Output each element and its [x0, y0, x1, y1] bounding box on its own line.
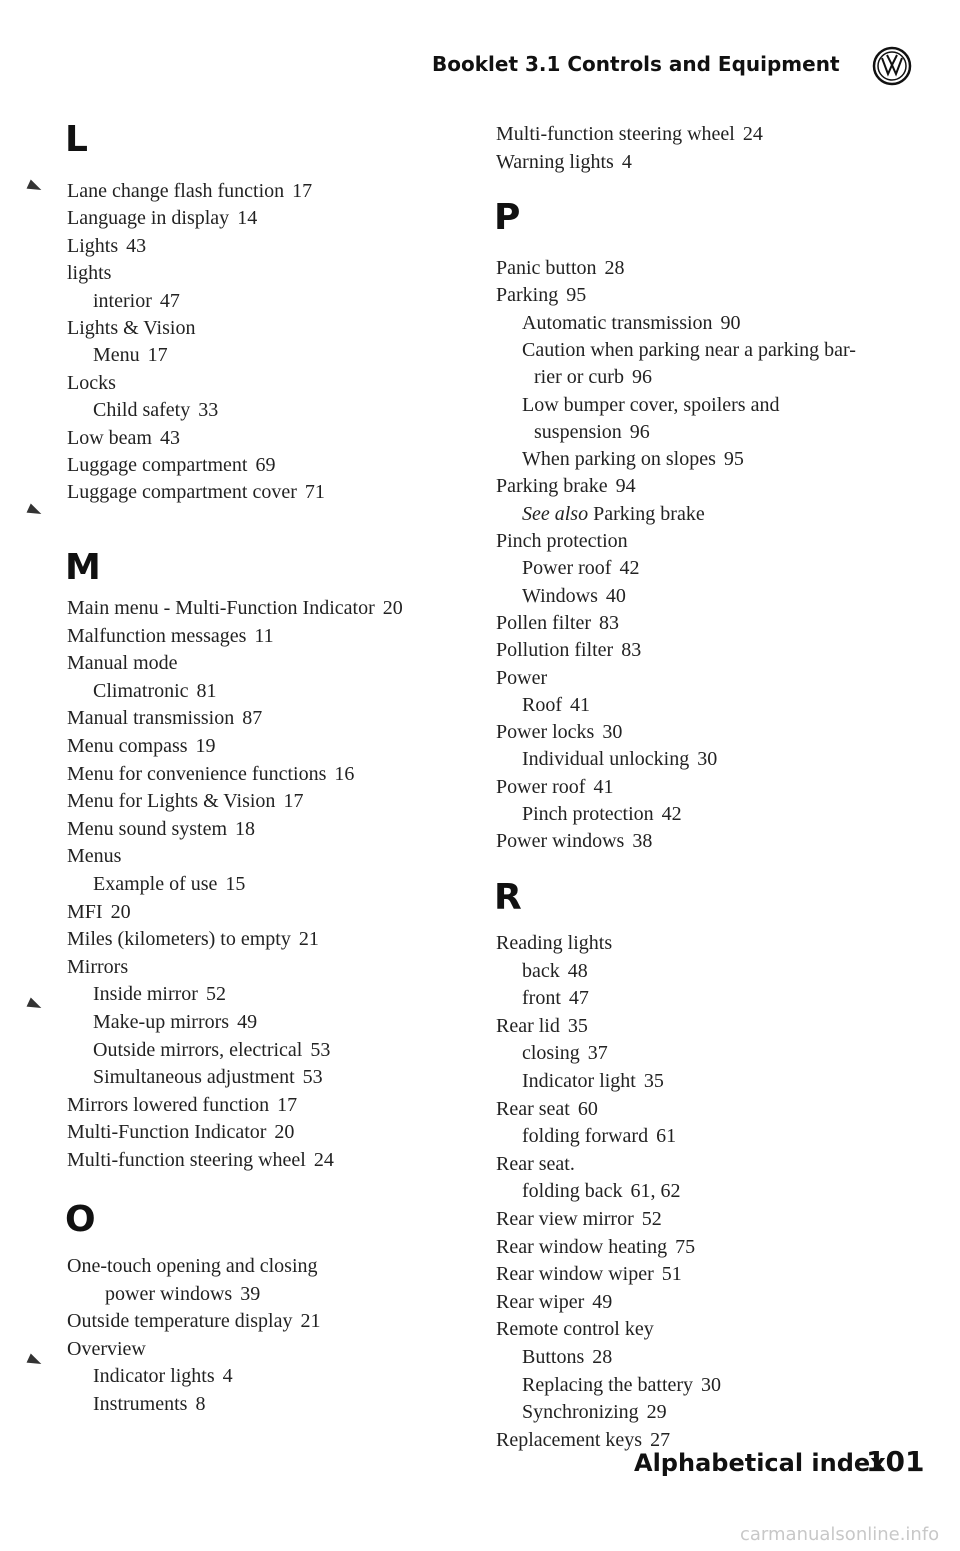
entry-page-ref[interactable]: 37	[587, 1042, 608, 1065]
entry-term: Lane change flash function	[67, 180, 285, 202]
entry-page-ref[interactable]: 14	[237, 207, 258, 230]
entry-term: Child safety	[93, 399, 191, 422]
entry-term: Power windows	[496, 830, 625, 853]
entry-page-ref[interactable]: 49	[237, 1011, 258, 1033]
entry-term: Simultaneous adjustment	[93, 1066, 295, 1089]
index-entry	[496, 610, 619, 636]
entry-term: Menu for convenience functions	[67, 762, 327, 785]
entry-page-ref[interactable]: 61, 62	[630, 1180, 681, 1203]
index-entry	[67, 370, 116, 396]
entry-term: Menus	[67, 845, 122, 868]
page-number: 101	[866, 1445, 925, 1478]
entry-page-ref[interactable]: 4	[621, 150, 632, 173]
entry-term: Outside mirrors, electrical	[93, 1038, 303, 1061]
index-entry	[522, 337, 856, 363]
entry-page-ref[interactable]: 17	[283, 790, 304, 813]
entry-page-ref[interactable]: 83	[598, 611, 619, 634]
entry-page-ref[interactable]: 29	[646, 1401, 667, 1424]
index-entry	[93, 288, 180, 314]
index-entry	[496, 930, 612, 956]
entry-term: Indicator light	[522, 1070, 636, 1092]
entry-page-ref[interactable]: 49	[592, 1290, 613, 1313]
entry-term: Rear seat	[496, 1097, 570, 1120]
entry-term: Menu sound system	[67, 817, 227, 840]
entry-term: Windows	[522, 584, 598, 607]
index-entry	[67, 926, 319, 952]
entry-page-ref[interactable]: 11	[254, 624, 274, 647]
entry-term: Overview	[67, 1337, 146, 1360]
entry-term: back	[522, 959, 560, 982]
index-entry	[67, 1092, 297, 1118]
index-letter-p: P	[494, 197, 521, 238]
entry-term: Miles (kilometers) to empty	[67, 928, 291, 951]
index-entry	[67, 816, 255, 842]
entry-page-ref[interactable]: 87	[242, 707, 263, 730]
entry-term: folding back	[522, 1180, 623, 1203]
entry-term: Power roof	[496, 775, 586, 798]
entry-term: Warning lights	[496, 150, 614, 173]
index-entry	[93, 342, 168, 368]
index-entry	[496, 1289, 612, 1315]
entry-page-ref[interactable]: 90	[720, 311, 741, 334]
index-entry	[522, 801, 682, 827]
index-letter-m: M	[65, 547, 101, 588]
index-entry	[67, 954, 128, 980]
index-entry	[496, 1206, 662, 1232]
index-entry	[93, 871, 245, 897]
entry-term: Instruments	[93, 1392, 188, 1415]
entry-term: Buttons	[522, 1346, 585, 1368]
entry-page-ref[interactable]: 69	[255, 454, 276, 476]
entry-term: Rear view mirror	[496, 1208, 634, 1230]
index-entry	[522, 583, 626, 609]
entry-term: Luggage compartment cover	[67, 481, 297, 504]
entry-page-ref[interactable]: 35	[567, 1014, 588, 1037]
footer-section-title: Alphabetical index	[634, 1449, 886, 1477]
pointer-arrow-icon	[27, 180, 44, 195]
index-entry	[522, 1123, 676, 1149]
index-letter-r: R	[494, 877, 522, 918]
index-entry	[67, 1119, 294, 1145]
vw-logo-icon	[872, 46, 912, 86]
entry-term: Main menu - Multi-Function Indicator	[67, 597, 375, 619]
entry-term: Manual mode	[67, 652, 178, 675]
entry-page-ref[interactable]: 20	[110, 900, 131, 923]
index-entry	[522, 392, 779, 418]
entry-term: Example of use	[93, 873, 218, 895]
index-entry	[496, 637, 641, 663]
entry-page-ref[interactable]: 43	[126, 234, 147, 257]
entry-term: Climatronic	[93, 679, 189, 702]
entry-page-ref[interactable]: 48	[567, 959, 588, 982]
entry-term: Automatic transmission	[522, 311, 713, 334]
entry-term: Power locks	[496, 721, 595, 744]
entry-term: Multi-function steering wheel	[67, 1149, 306, 1171]
index-entry	[93, 1064, 323, 1090]
entry-term: Malfunction messages	[67, 624, 247, 647]
entry-term: Lights	[67, 234, 119, 257]
entry-term: Pinch protection	[496, 530, 628, 552]
index-entry	[522, 1344, 612, 1370]
index-entry	[496, 1316, 654, 1342]
index-entry	[496, 774, 613, 800]
index-entry	[67, 595, 403, 621]
index-entry	[67, 1147, 334, 1173]
index-entry	[522, 555, 639, 581]
index-entry	[534, 419, 650, 445]
entry-term: Rear seat.	[496, 1152, 575, 1175]
entry-term: Menu for Lights & Vision	[67, 790, 276, 813]
index-entry	[67, 233, 146, 259]
entry-term: Roof	[522, 693, 562, 716]
entry-term: Rear lid	[496, 1014, 560, 1037]
index-entry	[496, 1096, 598, 1122]
entry-page-ref[interactable]: 41	[593, 775, 614, 798]
entry-term: interior	[93, 289, 152, 312]
entry-term: Rear window wiper	[496, 1263, 654, 1286]
entry-term: Synchronizing	[522, 1401, 639, 1424]
entry-page-ref[interactable]: 17	[292, 180, 313, 202]
entry-page-ref[interactable]: 30	[602, 721, 623, 744]
entry-term: folding forward	[522, 1125, 649, 1148]
entry-term: Individual unlocking	[522, 748, 690, 771]
index-entry	[93, 678, 217, 704]
entry-page-ref[interactable]: 20	[382, 597, 403, 619]
entry-page-ref[interactable]: 35	[643, 1070, 664, 1092]
index-entry	[522, 446, 744, 472]
entry-term: Make-up mirrors	[93, 1011, 230, 1033]
entry-page-ref[interactable]: 38	[632, 830, 653, 853]
index-entry	[522, 501, 705, 527]
index-entry	[522, 746, 717, 772]
index-entry	[67, 761, 354, 787]
entry-page-ref[interactable]: 52	[641, 1208, 662, 1230]
entry-page-ref[interactable]: 42	[619, 557, 640, 580]
index-entry	[93, 1009, 257, 1035]
entry-page-ref[interactable]: 51	[661, 1263, 682, 1286]
entry-term: Pollen filter	[496, 611, 591, 634]
index-entry	[67, 705, 262, 731]
entry-term: front	[522, 987, 561, 1010]
entry-page-ref[interactable]: 43	[159, 426, 180, 449]
index-letter-l: L	[65, 119, 88, 160]
index-entry	[496, 121, 763, 147]
entry-term: power windows	[105, 1282, 233, 1305]
entry-term: Rear wiper	[496, 1290, 585, 1313]
index-entry	[496, 1234, 695, 1260]
entry-page-ref[interactable]: 94	[615, 475, 636, 498]
entry-page-ref[interactable]: 96	[629, 420, 650, 443]
index-entry	[496, 1013, 588, 1039]
entry-term: Lights & Vision	[67, 317, 196, 339]
entry-page-ref[interactable]: 39	[240, 1282, 261, 1305]
entry-page-ref[interactable]: 53	[302, 1066, 323, 1089]
pointer-arrow-icon	[27, 1354, 44, 1369]
index-entry	[522, 1399, 667, 1425]
index-entry	[67, 843, 121, 869]
entry-term: Reading lights	[496, 932, 613, 954]
entry-page-ref[interactable]: 27	[650, 1428, 671, 1451]
entry-page-ref[interactable]: 24	[313, 1149, 334, 1171]
index-entry	[93, 1037, 330, 1063]
entry-page-ref[interactable]: 8	[195, 1392, 206, 1415]
entry-page-ref[interactable]: 21	[300, 1310, 321, 1332]
entry-term: suspension	[534, 420, 622, 443]
entry-page-ref[interactable]: 16	[334, 762, 355, 785]
entry-page-ref[interactable]: 95	[566, 284, 587, 307]
index-entry	[496, 149, 632, 175]
entry-page-ref[interactable]: 28	[592, 1346, 613, 1368]
entry-term: Parking brake	[496, 475, 608, 498]
entry-term: Multi-Function Indicator	[67, 1121, 267, 1144]
index-entry	[67, 205, 257, 231]
entry-term: Replacing the battery	[522, 1373, 694, 1396]
index-entry	[522, 958, 588, 984]
entry-term: Inside mirror	[93, 983, 198, 1006]
index-entry	[67, 650, 178, 676]
index-entry	[93, 1391, 205, 1417]
index-entry	[534, 364, 652, 390]
entry-term: Replacement keys	[496, 1428, 643, 1451]
entry-page-ref[interactable]: 4	[222, 1365, 233, 1387]
index-entry	[67, 899, 131, 925]
entry-page-ref[interactable]: 71	[304, 481, 325, 504]
index-entry	[496, 282, 586, 308]
page-header: Booklet 3.1 Controls and Equipment	[432, 52, 840, 76]
entry-page-ref[interactable]: 61	[656, 1125, 677, 1148]
index-entry	[522, 985, 589, 1011]
entry-term: Manual transmission	[67, 707, 235, 730]
entry-term: Luggage compartment	[67, 454, 248, 476]
index-entry	[93, 397, 218, 423]
entry-term: Panic button	[496, 257, 597, 279]
entry-term: Caution when parking near a parking bar-	[522, 338, 856, 361]
entry-term: See also Parking brake	[522, 502, 705, 525]
index-entry	[67, 479, 325, 505]
see-also-label: See also	[522, 502, 594, 525]
index-entry	[67, 1336, 146, 1362]
index-entry	[496, 1261, 682, 1287]
entry-page-ref[interactable]: 42	[661, 803, 682, 825]
entry-page-ref[interactable]: 95	[723, 448, 744, 471]
index-letter-o: O	[65, 1199, 96, 1240]
entry-page-ref[interactable]: 60	[577, 1097, 598, 1120]
index-entry	[522, 1372, 721, 1398]
index-entry	[93, 1363, 233, 1389]
entry-page-ref[interactable]: 33	[198, 399, 219, 422]
entry-term: lights	[67, 262, 112, 285]
entry-page-ref[interactable]: 47	[159, 289, 180, 312]
pointer-arrow-icon	[27, 998, 44, 1013]
index-entry	[67, 315, 195, 341]
index-entry	[67, 178, 312, 204]
index-entry	[67, 623, 274, 649]
entry-page-ref[interactable]: 30	[701, 1373, 722, 1396]
entry-page-ref[interactable]: 41	[570, 693, 590, 716]
entry-term: Power roof	[522, 557, 612, 580]
entry-term: Power	[496, 666, 548, 689]
entry-term: Mirrors lowered function	[67, 1093, 270, 1116]
entry-page-ref[interactable]: 28	[604, 257, 625, 279]
index-entry	[496, 665, 547, 691]
entry-term: One-touch opening and closing	[67, 1255, 318, 1277]
entry-page-ref[interactable]: 17	[147, 344, 168, 367]
entry-term: Remote control key	[496, 1318, 654, 1341]
entry-page-ref[interactable]: 52	[205, 983, 226, 1006]
index-entry	[67, 260, 111, 286]
index-entry	[496, 828, 652, 854]
entry-page-ref[interactable]: 96	[631, 366, 652, 389]
entry-term: Indicator lights	[93, 1365, 215, 1387]
index-entry	[105, 1281, 260, 1307]
entry-page-ref[interactable]: 30	[697, 748, 718, 771]
entry-term: Low bumper cover, spoilers and	[522, 393, 780, 416]
entry-term: Locks	[67, 371, 116, 394]
entry-term: Parking	[496, 284, 559, 307]
entry-term: Menu compass	[67, 735, 188, 757]
entry-term: Pinch protection	[522, 803, 654, 825]
entry-term: closing	[522, 1042, 580, 1065]
index-entry	[67, 452, 276, 478]
entry-term: When parking on slopes	[522, 448, 716, 471]
index-entry	[93, 981, 226, 1007]
entry-page-ref[interactable]: 18	[235, 817, 255, 840]
pointer-arrow-icon	[27, 504, 44, 519]
entry-page-ref[interactable]: 81	[196, 679, 217, 702]
index-entry	[496, 473, 636, 499]
entry-term: Menu	[93, 344, 140, 367]
entry-term: MFI	[67, 900, 103, 923]
entry-page-ref[interactable]: 75	[675, 1235, 696, 1258]
entry-page-ref[interactable]: 47	[568, 987, 589, 1010]
entry-term: Mirrors	[67, 955, 129, 978]
index-entry	[67, 425, 180, 451]
entry-term: Pollution filter	[496, 639, 614, 662]
entry-page-ref[interactable]: 53	[310, 1038, 331, 1061]
entry-term: Low beam	[67, 426, 152, 449]
index-entry	[522, 1068, 664, 1094]
index-entry	[522, 692, 590, 718]
index-entry	[67, 788, 303, 814]
entry-page-ref[interactable]: 15	[225, 873, 246, 895]
index-entry	[67, 1308, 321, 1334]
entry-page-ref[interactable]: 83	[621, 639, 642, 662]
entry-page-ref[interactable]: 19	[195, 735, 216, 757]
entry-page-ref[interactable]: 21	[298, 928, 319, 951]
entry-page-ref[interactable]: 24	[742, 123, 763, 145]
index-entry	[496, 719, 622, 745]
index-entry	[496, 1151, 575, 1177]
entry-term: Language in display	[67, 207, 230, 230]
entry-term: Outside temperature display	[67, 1310, 293, 1332]
index-entry	[522, 310, 741, 336]
index-entry	[496, 255, 625, 281]
entry-term: Rear window heating	[496, 1235, 668, 1258]
index-entry	[522, 1178, 681, 1204]
entry-page-ref[interactable]: 17	[277, 1093, 298, 1116]
entry-term: rier or curb	[534, 366, 624, 389]
index-entry	[67, 1253, 318, 1279]
entry-page-ref[interactable]: 40	[605, 584, 626, 607]
entry-page-ref[interactable]: 20	[274, 1121, 295, 1144]
index-entry	[67, 733, 216, 759]
entry-term: Multi-function steering wheel	[496, 123, 735, 145]
index-entry	[522, 1040, 608, 1066]
index-entry	[496, 528, 628, 554]
watermark: carmanualsonline.info	[740, 1524, 940, 1545]
